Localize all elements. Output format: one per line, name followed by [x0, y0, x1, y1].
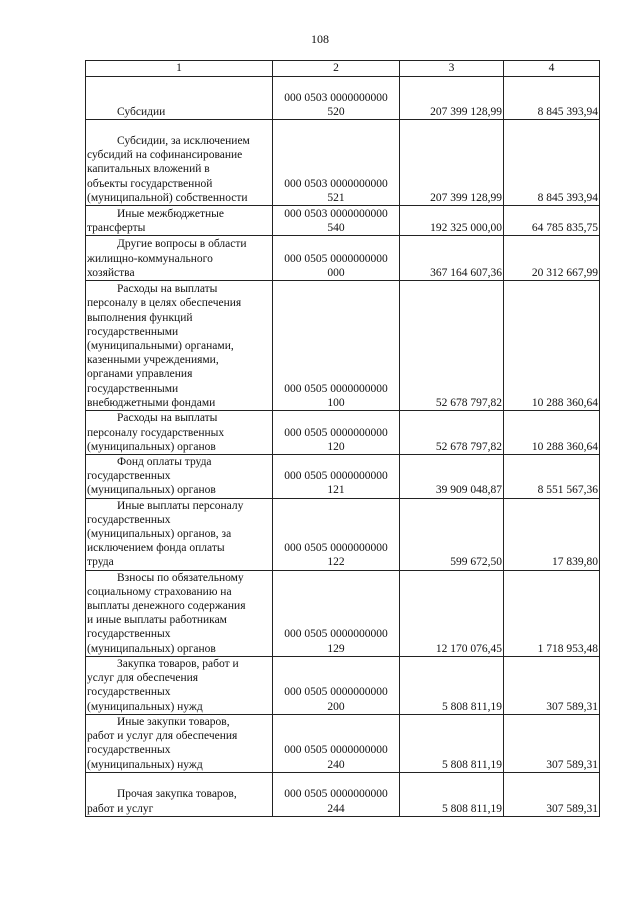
page-number: 108: [311, 32, 329, 46]
row-name-line: исключением фонда оплаты: [87, 542, 225, 555]
row-code-cell: [273, 656, 400, 714]
row-name-line: Взносы по обязательному: [117, 571, 244, 584]
row-code-cell: [273, 411, 400, 455]
row-name-line: государственных: [87, 686, 171, 699]
row-name-cell: [86, 206, 273, 236]
row-name-cell: [86, 120, 273, 206]
row-code-line: 000 0505 0000000000: [284, 252, 388, 265]
table-row: [86, 498, 600, 570]
row-col4-value: 17 839,80: [504, 498, 600, 570]
row-name-line: жилищно-коммунального: [87, 252, 213, 265]
row-col4-value: 8 845 393,94: [504, 77, 600, 120]
row-name-line: Иные закупки товаров,: [117, 716, 230, 729]
row-code-line: 244: [327, 802, 345, 815]
table-row: [86, 772, 600, 816]
row-code-line: 121: [327, 484, 345, 497]
row-col4-value: 8 551 567,36: [504, 455, 600, 499]
row-name-line: Расходы на выплаты: [117, 283, 218, 296]
row-code-cell: [273, 772, 400, 816]
row-name-line: (муниципальной) собственности: [87, 191, 248, 204]
row-code-cell: [273, 498, 400, 570]
row-name-line: Иные выплаты персоналу: [117, 499, 244, 512]
row-code-cell: [273, 120, 400, 206]
row-name-line: Прочая закупка товаров,: [117, 788, 237, 801]
budget-table: [85, 60, 600, 817]
row-name-line: государственных: [87, 470, 171, 483]
column-header-1: 1: [86, 61, 273, 77]
row-col3-value: 52 678 797,82: [400, 281, 504, 411]
table-row: [86, 411, 600, 455]
row-col4-value: 10 288 360,64: [504, 411, 600, 455]
row-code-line: 000 0505 0000000000: [284, 744, 388, 757]
row-code-cell: [273, 77, 400, 120]
row-name-line: государственными: [87, 325, 179, 338]
row-code-line: 000: [327, 266, 345, 279]
row-name-cell: [86, 498, 273, 570]
row-code-line: 100: [327, 396, 345, 409]
row-name-line: персоналу государственных: [87, 426, 225, 439]
row-code-line: 200: [327, 700, 345, 713]
table-row: [86, 714, 600, 772]
row-name-line: государственными: [87, 382, 179, 395]
row-code-line: 540: [327, 221, 345, 234]
row-col4-value: 307 589,31: [504, 772, 600, 816]
row-name-line: работ и услуг для обеспечения: [87, 730, 238, 743]
row-col3-value: 599 672,50: [400, 498, 504, 570]
row-code-line: 000 0505 0000000000: [284, 628, 388, 641]
column-header-3: 3: [400, 61, 504, 77]
row-code-line: 000 0505 0000000000: [284, 426, 388, 439]
row-code-cell: [273, 281, 400, 411]
row-col4-value: 64 785 835,75: [504, 206, 600, 236]
row-col3-value: 39 909 048,87: [400, 455, 504, 499]
table-row: [86, 281, 600, 411]
row-name-line: персоналу в целях обеспечения: [87, 297, 242, 310]
row-name-line: трансферты: [87, 221, 146, 234]
row-name-line: и иные выплаты работникам: [87, 614, 227, 627]
table-row: [86, 570, 600, 656]
row-col3-value: 12 170 076,45: [400, 570, 504, 656]
row-name-line: хозяйства: [87, 266, 135, 279]
row-name-cell: [86, 714, 273, 772]
row-code-line: 520: [327, 105, 345, 118]
column-header-4: 4: [504, 61, 600, 77]
row-name-line: капитальных вложений в: [87, 163, 210, 176]
row-name-cell: [86, 281, 273, 411]
table-header-row: [86, 61, 600, 77]
row-name-line: (муниципальных) органов: [87, 440, 216, 453]
row-code-cell: [273, 206, 400, 236]
row-code-line: 000 0503 0000000000: [284, 207, 388, 220]
row-col3-value: 5 808 811,19: [400, 772, 504, 816]
row-name-cell: [86, 77, 273, 120]
row-name-line: Субсидии, за исключением: [117, 134, 250, 147]
row-code-line: 120: [327, 440, 345, 453]
row-name-line: (муниципальных) органов: [87, 642, 216, 655]
row-col4-value: 1 718 953,48: [504, 570, 600, 656]
row-name-line: выплаты денежного содержания: [87, 600, 246, 613]
row-name-cell: [86, 455, 273, 499]
row-name-line: субсидий на софинансирование: [87, 149, 243, 162]
row-name-line: Фонд оплаты труда: [117, 456, 212, 468]
row-col3-value: 5 808 811,19: [400, 714, 504, 772]
row-col3-value: 207 399 128,99: [400, 120, 504, 206]
row-name-line: объекты государственной: [87, 177, 213, 190]
row-code-line: 000 0505 0000000000: [284, 382, 388, 395]
row-code-line: 000 0505 0000000000: [284, 470, 388, 483]
column-header-2: 2: [273, 61, 400, 77]
row-name-line: Другие вопросы в области: [117, 238, 247, 251]
row-col3-value: 5 808 811,19: [400, 656, 504, 714]
row-col3-value: 207 399 128,99: [400, 77, 504, 120]
row-col4-value: 10 288 360,64: [504, 281, 600, 411]
row-code-line: 000 0503 0000000000: [284, 177, 388, 190]
row-name-line: (муниципальных) органов: [87, 484, 216, 497]
row-code-cell: [273, 570, 400, 656]
row-code-line: 240: [327, 758, 345, 771]
row-name-line: (муниципальных) нужд: [87, 700, 203, 713]
row-col3-value: 367 164 607,36: [400, 236, 504, 281]
row-col4-value: 307 589,31: [504, 656, 600, 714]
table-row: [86, 656, 600, 714]
row-code-cell: [273, 455, 400, 499]
row-col3-value: 192 325 000,00: [400, 206, 504, 236]
row-col3-value: 52 678 797,82: [400, 411, 504, 455]
row-code-line: 000 0505 0000000000: [284, 788, 388, 801]
row-name-line: Иные межбюджетные: [117, 207, 224, 220]
row-name-line: казенными учреждениями,: [87, 354, 219, 367]
row-name-line: выполнения функций: [87, 311, 193, 324]
row-name-line: социальному страхованию на: [87, 585, 232, 598]
row-code-cell: [273, 236, 400, 281]
row-name-cell: [86, 411, 273, 455]
row-name-cell: [86, 236, 273, 281]
row-name-cell: [86, 772, 273, 816]
row-name-line: работ и услуг: [87, 802, 154, 815]
row-code-line: 129: [327, 642, 345, 655]
row-name-line: органами управления: [87, 368, 193, 381]
row-name-line: (муниципальных) нужд: [87, 758, 203, 771]
row-code-line: 521: [327, 191, 345, 204]
row-code-line: 122: [327, 556, 345, 569]
row-col4-value: 8 845 393,94: [504, 120, 600, 206]
table-row: [86, 120, 600, 206]
row-name-line: Закупка товаров, работ и: [117, 658, 239, 671]
row-name-cell: [86, 570, 273, 656]
row-name-line: труда: [87, 556, 114, 569]
row-name-line: внебюджетными фондами: [87, 396, 216, 409]
row-name-cell: [86, 656, 273, 714]
row-name-line: государственных: [87, 744, 171, 757]
table-row: [86, 206, 600, 236]
table-row: [86, 77, 600, 120]
row-name-line: государственных: [87, 513, 171, 526]
row-code-cell: [273, 714, 400, 772]
row-name-line: (муниципальных) органов, за: [87, 528, 232, 541]
row-code-line: 000 0505 0000000000: [284, 542, 388, 555]
row-name-line: Субсидии: [117, 105, 166, 118]
table-row: [86, 236, 600, 281]
row-col4-value: 307 589,31: [504, 714, 600, 772]
row-col4-value: 20 312 667,99: [504, 236, 600, 281]
row-code-line: 000 0503 0000000000: [284, 91, 388, 104]
row-name-line: услуг для обеспечения: [87, 672, 199, 685]
row-name-line: государственных: [87, 628, 171, 641]
table-row: [86, 455, 600, 499]
row-name-line: Расходы на выплаты: [117, 412, 218, 425]
row-name-line: (муниципальными) органами,: [87, 339, 234, 352]
row-code-line: 000 0505 0000000000: [284, 686, 388, 699]
